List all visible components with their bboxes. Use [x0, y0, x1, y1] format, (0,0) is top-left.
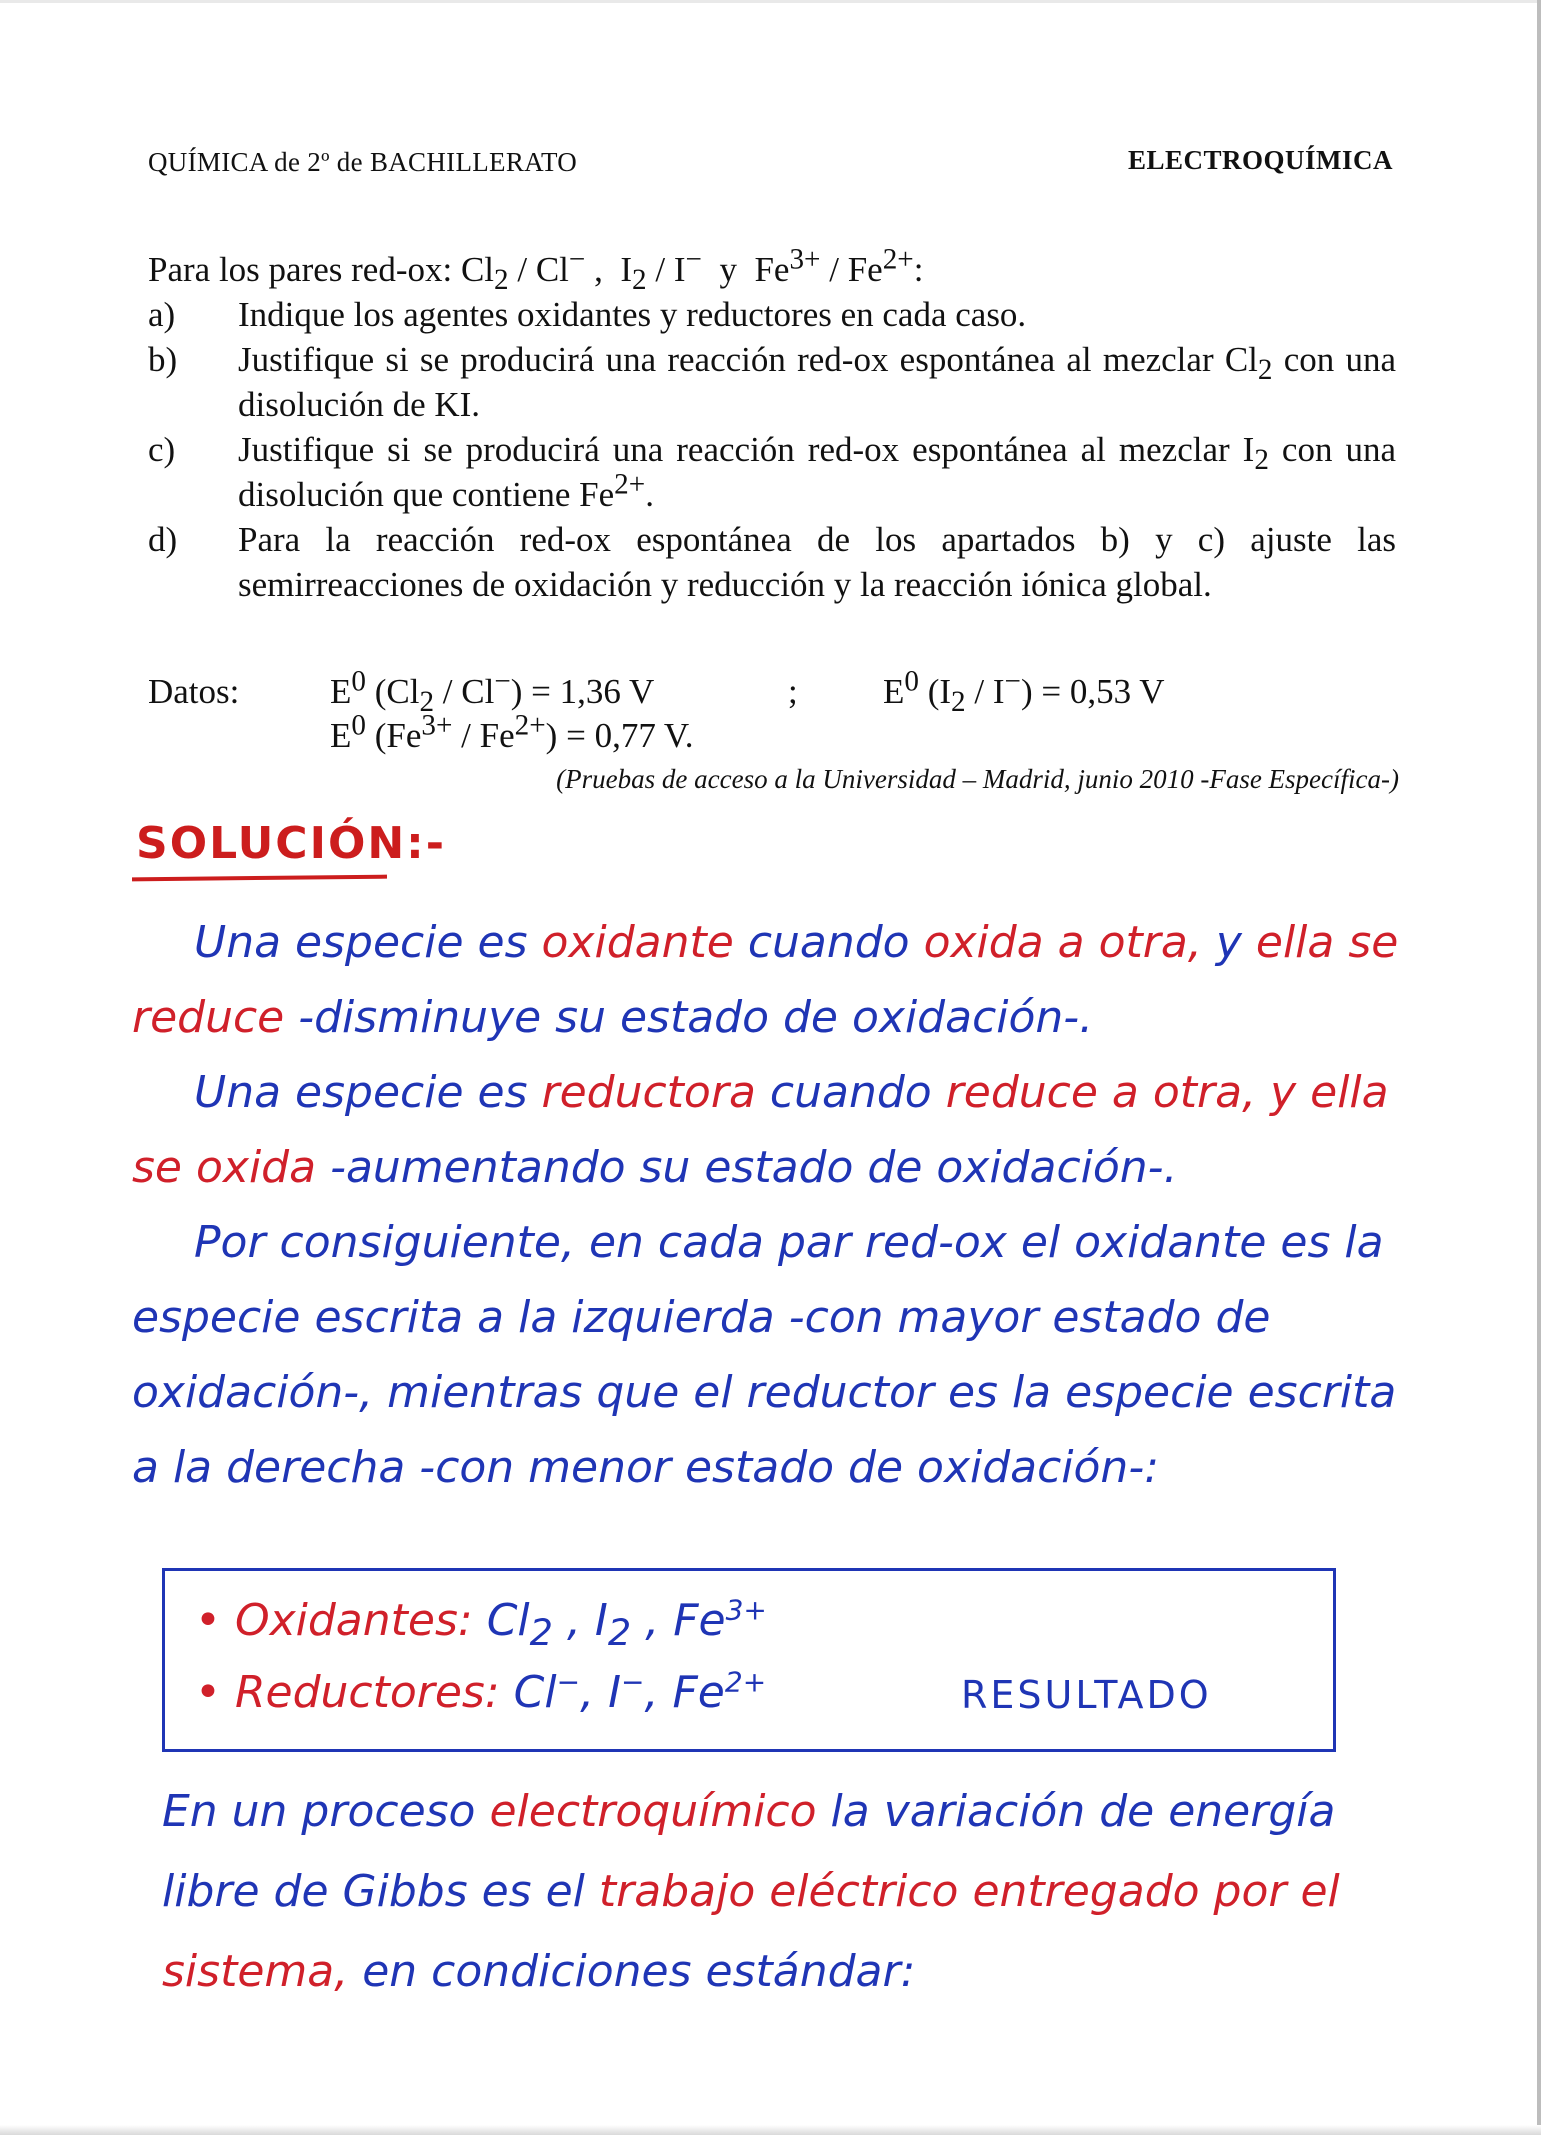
header-subject: QUÍMICA de 2º de BACHILLERATO	[148, 147, 578, 177]
paragraph-gibbs: En un proceso electroquímico la variación de energía libre de Gibbs es el trabajo eléctrico entregado por el sistema, en condiciones estándar:	[162, 1786, 1340, 1997]
problem-intro: Para los pares red-ox: $Cl_2 / Cl^-$ , $I_2 / I^-$ y $Fe^{3+} / Fe^{2+}$:	[148, 243, 924, 296]
potential-i2: $E^0$ $(I_2 / I^-) = 0,53$ V	[883, 665, 1165, 718]
solution-heading-underline	[132, 875, 387, 882]
solution-heading: SOLUCIÓN:-	[136, 818, 447, 869]
result-reductores: • Reductores: Cl−, I−, $Fe^{2+}$	[195, 1665, 767, 1718]
scan-bottom-edge	[0, 2125, 1541, 2135]
header-topic: ELECTROQUÍMICA	[1127, 145, 1393, 175]
potential-cl2: $E^0$ $(Cl_2 / Cl^-) = 1,36$ V	[330, 665, 655, 718]
result-oxidantes: • Oxidantes: $Cl_2$ , $I_2$ , $Fe^{3+}$	[195, 1593, 767, 1654]
problem-item-a: a) Indique los agentes oxidantes y reductores en cada caso.	[148, 295, 1027, 334]
paragraph-reductora: Una especie es reductora cuando reduce a otra, y ella se oxida -aumentando su estado de oxidación-.	[132, 1067, 1389, 1193]
problem-item-b: b) Justifique si se producirá una reacción red-ox espontánea al mezclar $Cl_2$ con una disolución de KI.	[148, 340, 1396, 424]
scan-right-edge	[1537, 0, 1541, 2135]
problem-item-c: c) Justifique si se producirá una reacción red-ox espontánea al mezclar $I_2$ con una disolución que contiene $Fe^{2+}$.	[148, 430, 1396, 514]
problem-statement	[148, 243, 1396, 607]
source-citation: (Pruebas de acceso a la Universidad – Madrid, junio 2010 -Fase Específica-)	[556, 764, 1399, 794]
paragraph-oxidante: Una especie es oxidante cuando oxida a otra, y ella se reduce -disminuye su estado de oxidación-.	[132, 917, 1399, 1043]
result-tag: RESULTADO	[961, 1673, 1212, 1717]
page-top-edge	[0, 0, 1541, 3]
result-box	[162, 1568, 1336, 1752]
problem-item-d: d) Para la reacción red-ox espontánea de los apartados b) y c) ajuste las semirreacciones de oxidación y reducción y la reacción iónica global.	[148, 520, 1396, 604]
paragraph-conclusion: Por consiguiente, en cada par red-ox el oxidante es la especie escrita a la izquierda -con mayor estado de oxidación-, mientras que el reductor es la especie escrita a la derecha -con menor estado de oxidación-:	[132, 1217, 1397, 1493]
potential-fe: $E^0$ $(Fe^{3+} / Fe^{2+}) = 0,77$ V.	[330, 709, 694, 755]
solution-explanation	[132, 905, 1407, 1505]
datos-separator: ;	[788, 672, 798, 711]
datos-label: Datos:	[148, 672, 240, 711]
